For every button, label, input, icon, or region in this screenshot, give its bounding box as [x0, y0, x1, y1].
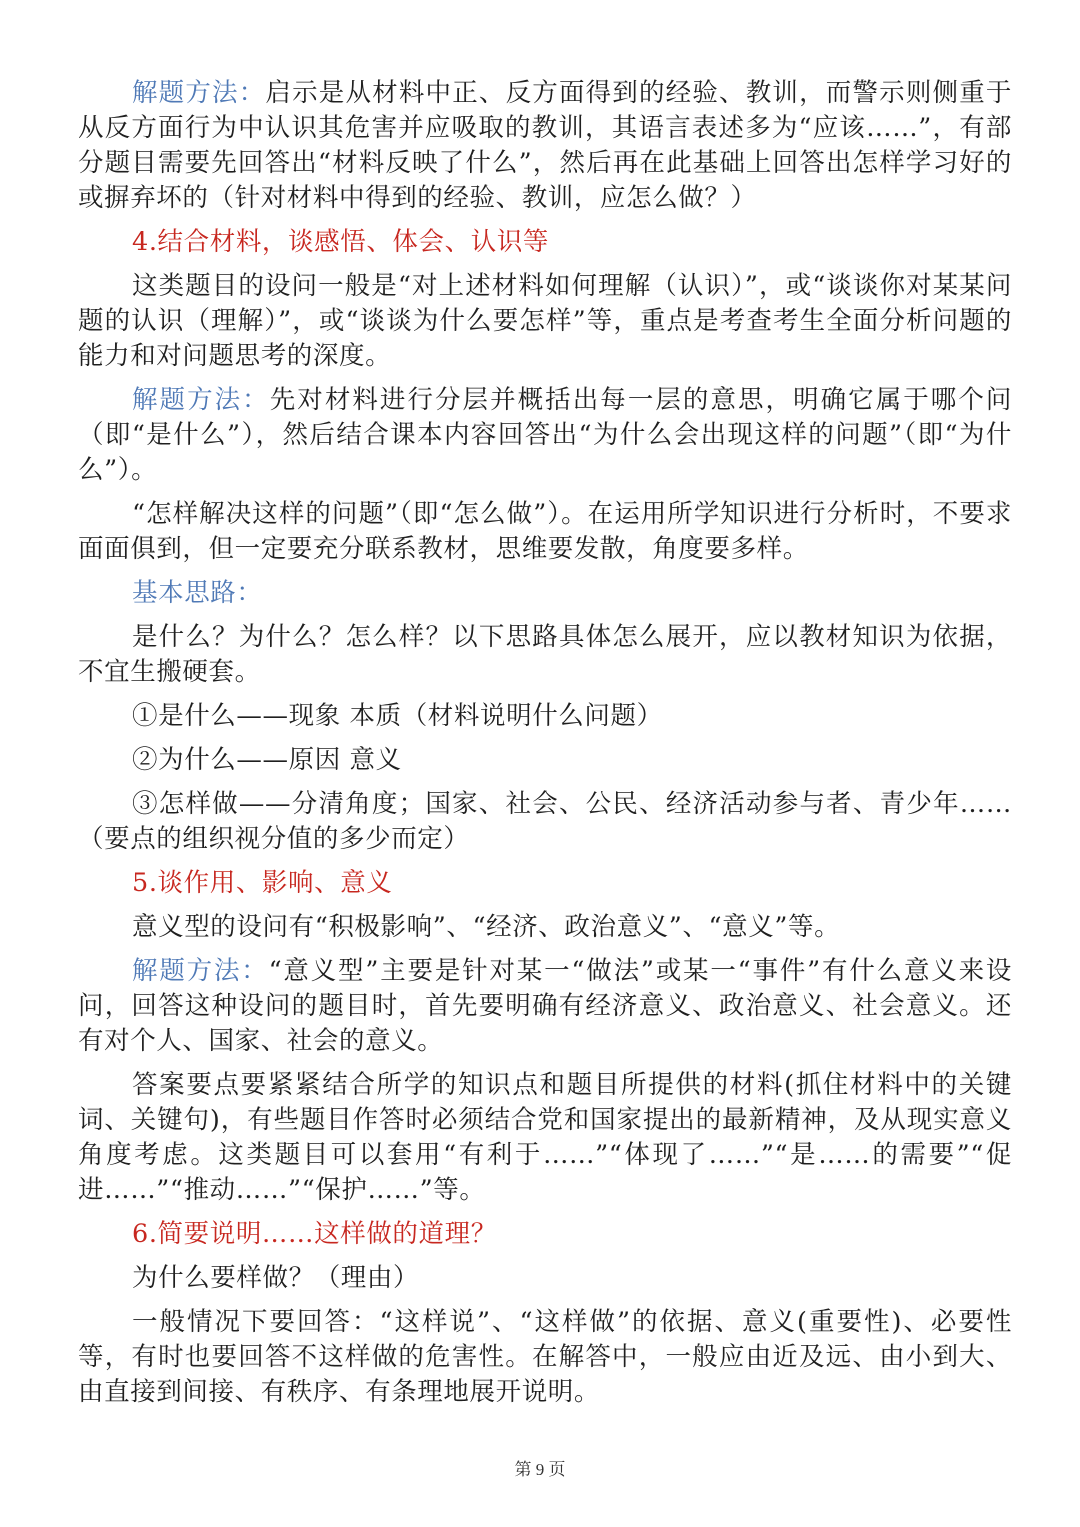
paragraph-text: “意义型”主要是针对某一“做法”或某一“事件”有什么意义来设问，回答这种设问的题目时，首先要明确有经济意义、政治意义、社会意义。还有对个人、国家、社会的意义。 [78, 956, 1012, 1056]
paragraph-label: 解题方法： [132, 956, 269, 986]
paragraph [78, 497, 1012, 567]
paragraph [78, 269, 1012, 374]
paragraph-text: 启示是从材料中正、反方面得到的经验、教训，而警示则侧重于从反方面行为中认识其危害并应吸取的教训，其语言表述多为“应该……”，有部分题目需要先回答出“材料反映了什么”，然后再在此基础上回答出怎样学习好的或摒弃坏的（针对材料中得到的经验、教训，应怎么做？） [78, 78, 1012, 213]
paragraph-text: ②为什么——原因 意义 [132, 745, 402, 775]
list-item [78, 787, 1012, 857]
paragraph [78, 910, 1012, 945]
paragraph-label: 基本思路： [132, 578, 263, 608]
paragraph-text: “怎样解决这样的问题”（即“怎么做”）。在运用所学知识进行分析时，不要求面面俱到，但一定要充分联系教材，思维要发散，角度要多样。 [78, 499, 1012, 564]
paragraph-text: 先对材料进行分层并概括出每一层的意思，明确它属于哪个问（即“是什么”），然后结合课本内容回答出“为什么会出现这样的问题”（即“为什么”）。 [78, 385, 1012, 485]
paragraph-text: 一般情况下要回答：“这样说”、“这样做”的依据、意义(重要性)、必要性等，有时也要回答不这样做的危害性。在解答中，一般应由近及远、由小到大、由直接到间接、有秩序、有条理地展开说明。 [78, 1307, 1012, 1407]
paragraph-text: 意义型的设问有“积极影响”、“经济、政治意义”、“意义”等。 [132, 912, 841, 942]
section-heading: 5.谈作用、影响、意义 [132, 868, 393, 898]
paragraph-text: 是什么？为什么？怎么样？以下思路具体怎么展开，应以教材知识为依据，不宜生搬硬套。 [78, 622, 1012, 687]
paragraph [78, 1261, 1012, 1296]
paragraph [78, 954, 1012, 1059]
paragraph-label: 解题方法： [132, 78, 266, 108]
paragraph [78, 76, 1012, 216]
paragraph-text: 答案要点要紧紧结合所学的知识点和题目所提供的材料(抓住材料中的关键词、关键句)，有些题目作答时必须结合党和国家提出的最新精神，及从现实意义角度考虑。这类题目可以套用“有利于……”“体现了……”“是……的需要”“促进……”“推动……”“保护……”等。 [78, 1070, 1012, 1205]
document-page [78, 76, 1012, 1419]
paragraph [78, 576, 1012, 611]
page-number: 第 9 页 [514, 1460, 566, 1479]
list-item [78, 699, 1012, 734]
paragraph-label: 解题方法： [132, 385, 270, 415]
section-heading: 4.结合材料，谈感悟、体会、认识等 [132, 227, 550, 257]
paragraph [78, 383, 1012, 488]
paragraph-text: ③怎样做——分清角度；国家、社会、公民、经济活动参与者、青少年……（要点的组织视分值的多少而定） [78, 789, 1012, 854]
paragraph-text: 这类题目的设问一般是“对上述材料如何理解（认识）”，或“谈谈你对某某问题的认识（理解）”，或“谈谈为什么要怎样”等，重点是考查考生全面分析问题的能力和对问题思考的深度。 [78, 271, 1012, 371]
list-item [78, 743, 1012, 778]
paragraph [78, 1305, 1012, 1410]
paragraph [78, 620, 1012, 690]
paragraph [78, 1068, 1012, 1208]
paragraph-text: 为什么要样做？（理由） [132, 1263, 420, 1293]
paragraph-text: ①是什么——现象 本质（材料说明什么问题） [132, 701, 663, 731]
section-heading: 6.简要说明……这样做的道理？ [132, 1219, 497, 1249]
